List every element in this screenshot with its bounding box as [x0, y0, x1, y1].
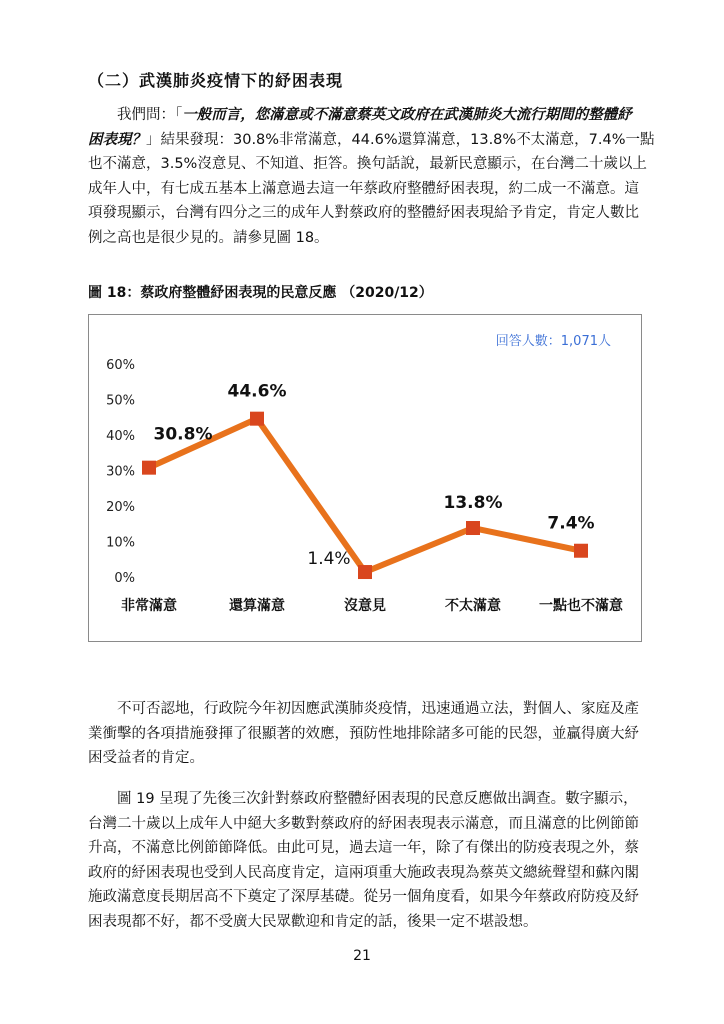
- y-axis: [106, 358, 135, 586]
- data-point-marker: [142, 461, 156, 475]
- paragraph-line: 升高，不滿意比例節節降低。由此可見，過去這一年，除了有傑出的防疫表現之外，蔡: [88, 840, 639, 856]
- survey-question-end: 困表現？: [88, 131, 146, 148]
- paragraph-line: 政府的紓困表現也受到人民高度肯定，這兩項重大施政表現為蔡英文總統聲望和蘇內閣: [88, 864, 639, 881]
- x-category-label: 沒意見: [344, 598, 386, 614]
- data-label: 30.8%: [153, 424, 213, 445]
- paragraph-line: 施政滿意度長期居高不下奠定了深厚基礎。從另一個角度看，如果今年蔡政府防疫及紓: [88, 889, 639, 905]
- paragraph-line: 困表現都不好，都不受廣大民眾歡迎和肯定的話，後果一定不堪設想。: [88, 913, 538, 930]
- page-number: 21: [353, 948, 371, 964]
- survey-question: 一般而言，您滿意或不滿意蔡英文政府在武漢肺炎大流行期間的整體紓: [182, 107, 632, 123]
- x-category-label: 非常滿意: [121, 598, 177, 614]
- section-title: （二）武漢肺炎疫情下的紓困表現: [88, 71, 344, 90]
- x-category-label: 不太滿意: [445, 598, 501, 614]
- paragraph-line: [88, 103, 648, 128]
- paragraph-line: 圖 19 呈現了先後三次針對蔡政府整體紓困表現的民意反應做出調查。數字顯示，: [117, 791, 638, 807]
- paragraph-question: [88, 103, 655, 250]
- paragraph-line: 項發現顯示，台灣有四分之三的成年人對蔡政府的整體紓困表現給予肯定，肯定人數比: [88, 205, 639, 221]
- data-label: 1.4%: [307, 549, 351, 570]
- y-tick-label: 60%: [106, 358, 135, 373]
- result-summary: 」結果發現：30.8%非常滿意，44.6%還算滿意，13.8%不太滿意，7.4%一點: [146, 131, 655, 148]
- y-tick-label: 20%: [106, 500, 135, 515]
- chart-frame: [88, 314, 642, 642]
- data-point-marker: [466, 521, 480, 535]
- data-point-marker: [250, 412, 264, 426]
- data-label: 44.6%: [227, 381, 287, 402]
- quote-open: 我們問：「: [117, 107, 183, 123]
- data-point-marker: [574, 544, 588, 558]
- x-category-label: 一點也不滿意: [539, 598, 623, 614]
- x-axis: [121, 597, 623, 614]
- figure-caption: 圖 18：蔡政府整體紓困表現的民意反應 （2020/12）: [88, 285, 433, 301]
- y-tick-label: 10%: [106, 535, 135, 551]
- paragraph-figure-19: [88, 787, 648, 934]
- line-chart: [89, 315, 643, 643]
- series-line-group: [149, 419, 581, 572]
- paragraph-line: 業衝擊的各項措施發揮了很顯著的效應，預防性地排除諸多可能的民怨，並贏得廣大紓: [88, 725, 639, 742]
- paragraph-relief-measures: [88, 697, 648, 771]
- paragraph-line: 也不滿意，3.5%沒意見、不知道、拒答。換句話說，最新民意顯示，在台灣二十歲以上: [88, 156, 647, 172]
- y-tick-label: 40%: [106, 429, 135, 444]
- data-label: 13.8%: [443, 493, 503, 514]
- paragraph-line: 成年人中，有七成五基本上滿意過去這一年蔡政府整體紓困表現，約二成一不滿意。這: [88, 180, 639, 197]
- paragraph-line: 困受益者的肯定。: [88, 750, 204, 766]
- y-tick-label: 0%: [114, 571, 135, 586]
- y-tick-label: 50%: [106, 393, 135, 409]
- data-point-marker: [358, 565, 372, 579]
- paragraph-line: 例之高也是很少見的。請參見圖 18。: [88, 229, 329, 246]
- data-label: 7.4%: [547, 513, 595, 534]
- series-line: [149, 419, 581, 572]
- respondent-count-note: 回答人數：1,071人: [495, 334, 611, 349]
- paragraph-line: 台灣二十歲以上成年人中絕大多數對蔡政府的紓困表現表示滿意，而且滿意的比例節節: [88, 815, 639, 832]
- y-tick-label: 30%: [106, 464, 135, 480]
- paragraph-line: 不可否認地，行政院今年初因應武漢肺炎疫情，迅速通過立法，對個人、家庭及產: [117, 701, 639, 717]
- paragraph-line: [88, 128, 655, 153]
- x-category-label: 還算滿意: [229, 598, 285, 614]
